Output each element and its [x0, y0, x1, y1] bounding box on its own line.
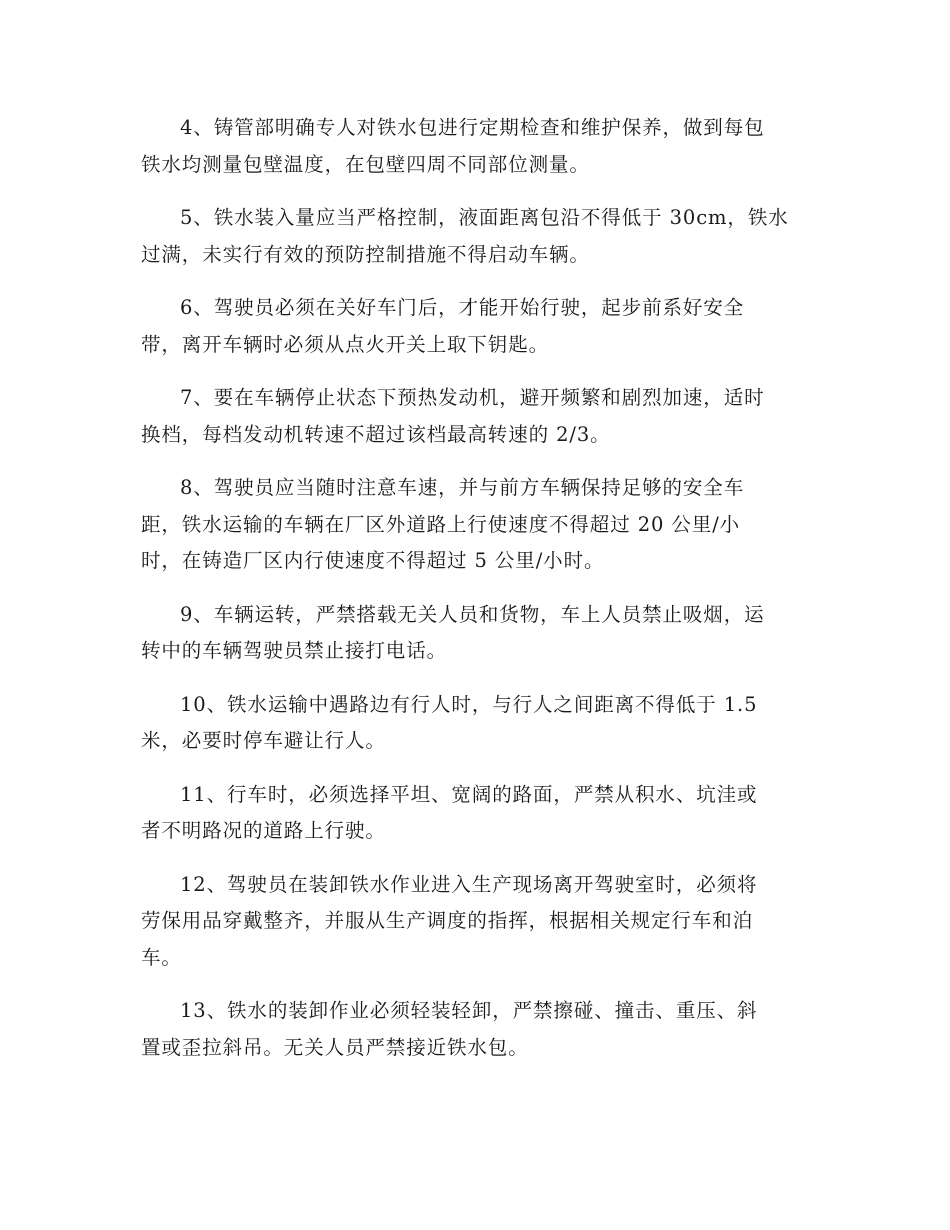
paragraph-line: 米，必要时停车避让行人。 [141, 729, 386, 752]
paragraph-line: 11、行车时，必须选择平坦、宽阔的路面，严禁从积水、坑洼或 [180, 782, 758, 806]
paragraph-item-8 [141, 470, 809, 580]
paragraph-line: 9、车辆运转，严禁搭载无关人员和货物，车上人员禁止吸烟，运 [180, 602, 765, 626]
paragraph-item-11 [141, 777, 809, 850]
document-body [141, 110, 809, 1083]
paragraph-item-10 [141, 687, 809, 760]
paragraph-line: 10、铁水运输中遇路边有行人时，与行人之间距离不得低于 1.5 [180, 692, 758, 716]
paragraph-item-12 [141, 867, 809, 977]
paragraph-line: 置或歪拉斜吊。无关人员严禁接近铁水包。 [141, 1035, 529, 1059]
paragraph-line: 车。 [141, 945, 182, 969]
paragraph-line: 8、驾驶员应当随时注意车速，并与前方车辆保持足够的安全车 [180, 476, 745, 499]
paragraph-item-5 [141, 200, 809, 273]
paragraph-line: 转中的车辆驾驶员禁止接打电话。 [141, 639, 448, 662]
paragraph-line: 4、铸管部明确专人对铁水包进行定期检查和维护保养，做到每包 [180, 116, 765, 139]
paragraph-line: 6、驾驶员必须在关好车门后，才能开始行驶，起步前系好安全 [180, 296, 745, 319]
paragraph-line: 换档，每档发动机转速不超过该档最高转速的 2/3。 [141, 422, 611, 446]
paragraph-line: 时，在铸造厂区内行使速度不得超过 5 公里/小时。 [141, 549, 605, 572]
paragraph-line: 12、驾驶员在装卸铁水作业进入生产现场离开驾驶室时，必须将 [180, 872, 758, 896]
paragraph-item-4 [141, 110, 809, 183]
paragraph-item-7 [141, 380, 809, 453]
paragraph-item-13 [141, 993, 809, 1066]
paragraph-line: 距，铁水运输的车辆在厂区外道路上行使速度不得超过 20 公里/小 [141, 512, 741, 536]
paragraph-line: 劳保用品穿戴整齐，并服从生产调度的指挥，根据相关规定行车和泊 [141, 909, 754, 932]
paragraph-item-9 [141, 597, 809, 670]
paragraph-line: 7、要在车辆停止状态下预热发动机，避开频繁和剧烈加速，适时 [180, 386, 765, 409]
paragraph-item-6 [141, 290, 809, 363]
paragraph-line: 铁水均测量包壁温度，在包壁四周不同部位测量。 [141, 152, 590, 176]
paragraph-line: 者不明路况的道路上行驶。 [141, 819, 386, 842]
paragraph-line: 过满，未实行有效的预防控制措施不得启动车辆。 [141, 242, 590, 266]
paragraph-line: 5、铁水装入量应当严格控制，液面距离包沿不得低于 30cm，铁水 [180, 206, 789, 229]
paragraph-line: 13、铁水的装卸作业必须轻装轻卸，严禁擦碰、撞击、重压、斜 [180, 999, 758, 1022]
paragraph-line: 带，离开车辆时必须从点火开关上取下钥匙。 [141, 332, 550, 356]
